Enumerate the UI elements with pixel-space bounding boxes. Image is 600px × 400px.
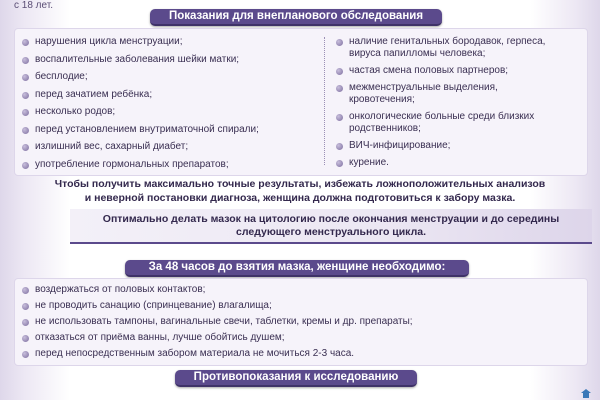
timing-note-line-2: следующего менструального цикла. <box>236 226 426 238</box>
bullet-dot-icon <box>22 335 29 342</box>
timing-note-stripe <box>70 209 592 244</box>
indication-left-item <box>19 159 319 171</box>
before-48h-title: За 48 часов до взятия мазка, женщине необходимо: <box>125 260 469 277</box>
before-48h-list <box>19 284 579 364</box>
indication-right-item <box>333 82 583 106</box>
bullet-dot-icon <box>336 143 343 150</box>
indication-left-item-text: излишний вес, сахарный диабет; <box>35 141 189 152</box>
bullet-dot-icon <box>22 57 29 64</box>
preparation-note-line-2: и неверной постановки диагноза, женщина должна подготовиться к забору мазка. <box>84 192 516 204</box>
indication-left-item <box>19 71 319 83</box>
indication-right-item <box>333 65 583 77</box>
before-48h-item <box>19 332 579 344</box>
indication-left-item-text: перед установлением внутриматочной спирали; <box>35 123 259 135</box>
bullet-dot-icon <box>22 92 29 99</box>
indication-right-item-text: наличие генитальных бородавок, герпеса, вируса папилломы человека; <box>349 36 546 59</box>
indication-right-item <box>333 36 583 60</box>
bullet-dot-icon <box>22 109 29 116</box>
indication-left-item-text: перед зачатием ребёнка; <box>35 88 153 100</box>
indication-left-item-text: нарушения цикла менструации; <box>35 36 183 47</box>
indication-right-item-text: курение. <box>349 157 389 168</box>
indication-right-item-text: ВИЧ-инфицирование; <box>349 140 451 151</box>
bullet-dot-icon <box>22 351 29 358</box>
indication-left-item-text: воспалительные заболевания шейки матки; <box>35 53 240 65</box>
preparation-note <box>0 177 600 205</box>
bullet-dot-icon <box>22 127 29 134</box>
indication-left-item <box>19 124 319 136</box>
indication-right-item <box>333 111 583 135</box>
indications-left-list <box>19 36 319 176</box>
indication-right-item <box>333 157 583 169</box>
bullet-dot-icon <box>22 144 29 151</box>
clinic-logo-icon <box>581 389 591 398</box>
bullet-dot-icon <box>336 114 343 121</box>
timing-note-line-1: Оптимально делать мазок на цитологию после окончания менструации и до середины <box>102 213 560 225</box>
indication-left-item <box>19 141 319 153</box>
bullet-dot-icon <box>336 68 343 75</box>
timing-note <box>70 213 592 239</box>
bullet-dot-icon <box>22 39 29 46</box>
before-48h-item <box>19 300 579 312</box>
before-48h-item-text: не использовать тампоны, вагинальные свечи, таблетки, кремы и др. препараты; <box>35 316 413 327</box>
preparation-note-line-1: Чтобы получить максимально точные результаты, избежать ложноположительных анализов <box>54 178 546 190</box>
contraindications-title: Противопоказания к исследованию <box>175 370 417 387</box>
before-48h-item <box>19 348 579 360</box>
indication-left-item-text: несколько родов; <box>35 106 116 117</box>
indications-panel <box>14 28 588 176</box>
indication-right-item-text: частая смена половых партнеров; <box>349 65 509 76</box>
indications-right-list <box>333 36 583 174</box>
before-48h-item <box>19 316 579 328</box>
indication-left-item <box>19 36 319 48</box>
indication-left-item <box>19 106 319 118</box>
bullet-dot-icon <box>22 319 29 326</box>
bullet-dot-icon <box>336 85 343 92</box>
before-48h-item-text: воздержаться от половых контактов; <box>35 284 206 295</box>
indication-right-item <box>333 140 583 152</box>
before-48h-item-text: не проводить санацию (спринцевание) влагалища; <box>35 300 272 311</box>
bullet-dot-icon <box>22 303 29 310</box>
before-48h-panel <box>14 278 588 366</box>
indications-title: Показания для внепланового обследования <box>150 9 442 26</box>
indication-left-item-text: употребление гормональных препаратов; <box>35 158 229 170</box>
indication-left-item <box>19 89 319 101</box>
indication-right-item-text: онкологические больные среди близких родственников; <box>349 111 535 134</box>
column-divider <box>324 37 325 165</box>
indication-left-item <box>19 54 319 66</box>
bullet-dot-icon <box>22 162 29 169</box>
indication-left-item-text: бесплодие; <box>35 71 88 82</box>
before-48h-item-text: отказаться от приёма ванны, лучше обойтись душем; <box>35 332 285 343</box>
bullet-dot-icon <box>22 287 29 294</box>
indication-right-item-text: межменструальные выделения, кровотечения; <box>349 82 498 105</box>
before-48h-item <box>19 284 579 296</box>
bullet-dot-icon <box>336 160 343 167</box>
bullet-dot-icon <box>336 39 343 46</box>
bullet-dot-icon <box>22 74 29 81</box>
top-note: с 18 лет. <box>14 0 53 11</box>
before-48h-item-text: перед непосредственным забором материала не мочиться 2-3 часа. <box>35 348 355 359</box>
